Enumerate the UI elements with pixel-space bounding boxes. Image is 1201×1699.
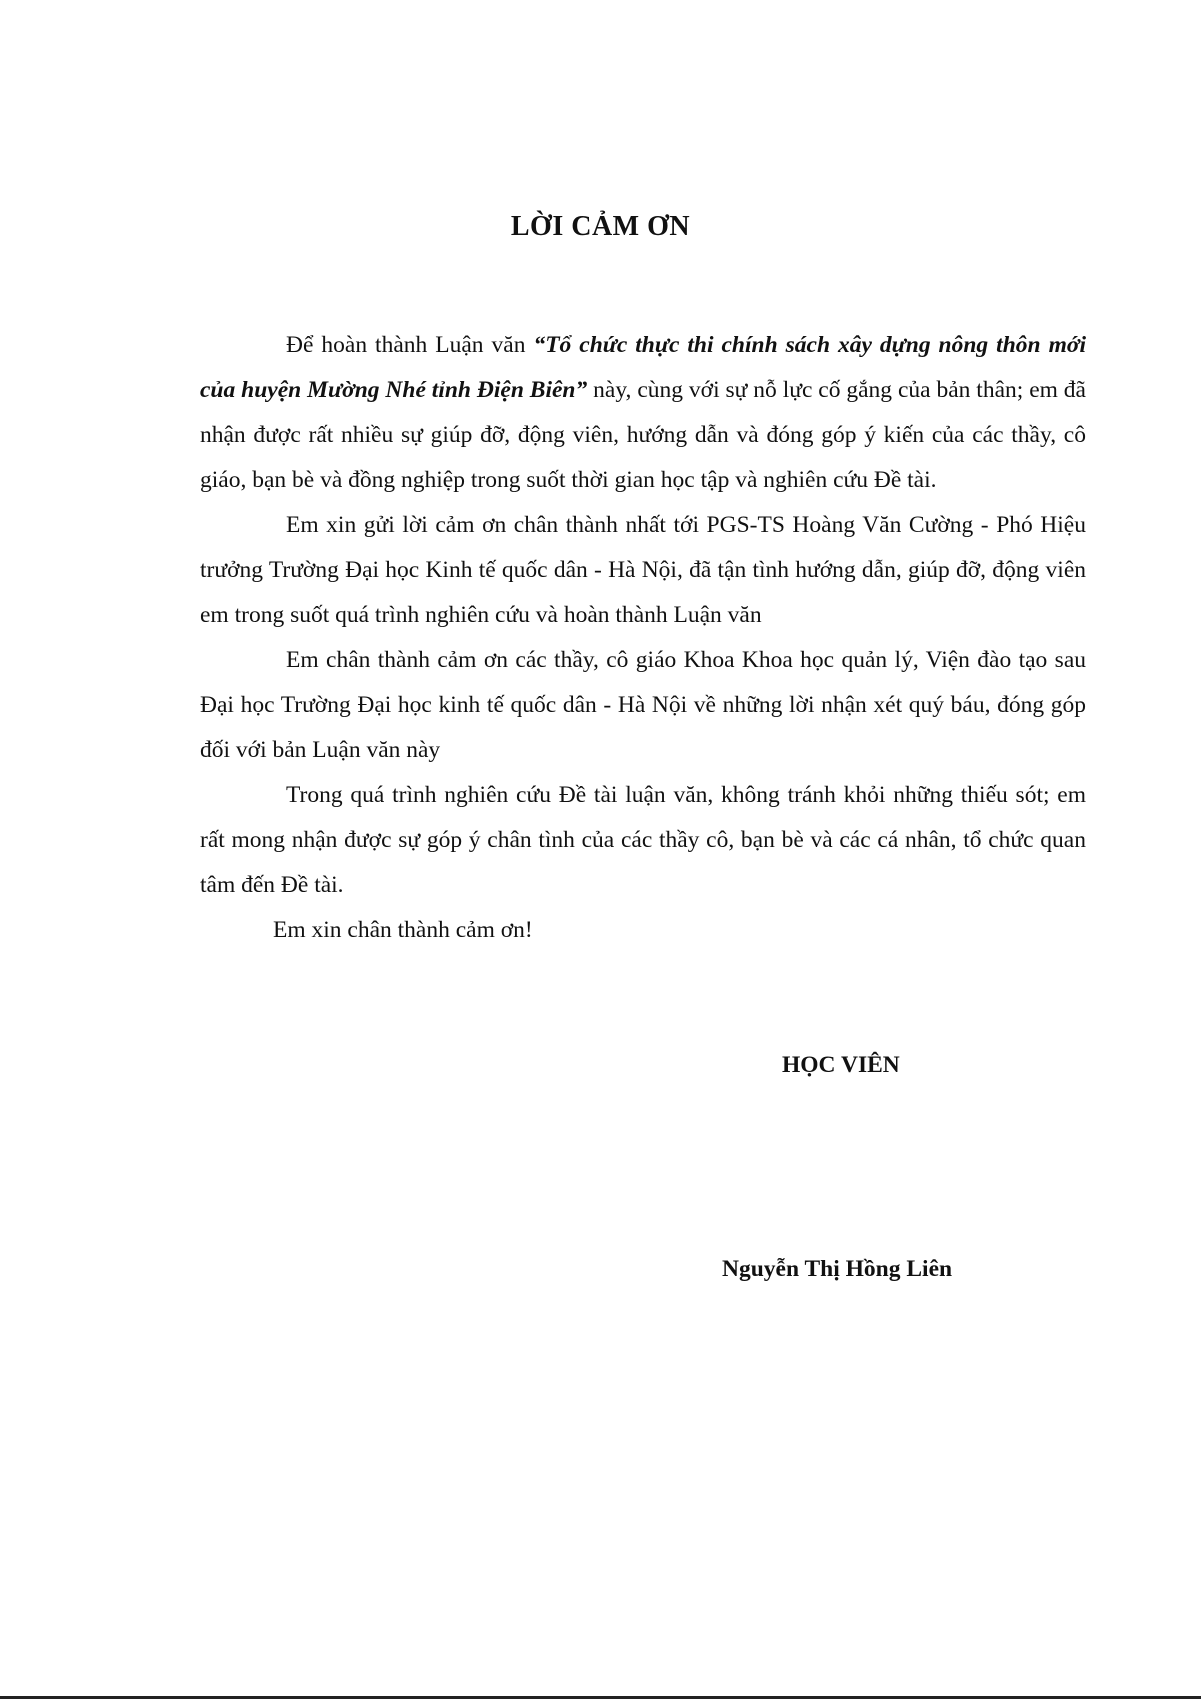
paragraph-2: Em xin gửi lời cảm ơn chân thành nhất tới PGS-TS Hoàng Văn Cường - Phó Hiệu trưởng Trường Đại học Kinh tế quốc dân - Hà Nội, đã tận tình hướng dẫn, giúp đỡ, động viên em trong suốt quá trình nghiên cứu và hoàn thành Luận văn — [200, 512, 1086, 628]
paragraph-1-rest: này, cùng với sự nỗ lực cố gắng của bản thân; em đã nhận được rất nhiều sự giúp đỡ, động viên, hướng dẫn và đóng góp ý kiến của các thầy, cô giáo, bạn bè và đồng nghiệp trong suốt thời gian học tập và nghiên cứu Đề tài. — [200, 377, 1086, 493]
signer-name: Nguyễn Thị Hồng Liên — [722, 1256, 953, 1282]
paragraph-4: Trong quá trình nghiên cứu Đề tài luận văn, không tránh khỏi những thiếu sót; em rất mong nhận được sự góp ý chân tình của các thầy cô, bạn bè và các cá nhân, tổ chức quan tâm đến Đề tài. — [200, 782, 1086, 898]
closing-thanks: Em xin chân thành cảm ơn! — [273, 917, 533, 943]
paragraph-1 — [200, 323, 1086, 503]
thesis-title: “Tổ chức thực thi chính sách xây dựng nông thôn mới của huyện Mường Nhé tỉnh Điện Biên” — [200, 332, 1086, 403]
paragraph-1-intro: Để hoàn thành Luận văn — [286, 332, 534, 358]
body-text — [200, 323, 1086, 953]
signer-role: HỌC VIÊN — [782, 1052, 900, 1078]
paragraph-3: Em chân thành cảm ơn các thầy, cô giáo Khoa Khoa học quản lý, Viện đào tạo sau Đại học Trường Đại học kinh tế quốc dân - Hà Nội về những lời nhận xét quý báu, đóng góp đối với bản Luận văn này — [200, 647, 1086, 763]
page-title: LỜI CẢM ƠN — [510, 211, 691, 242]
